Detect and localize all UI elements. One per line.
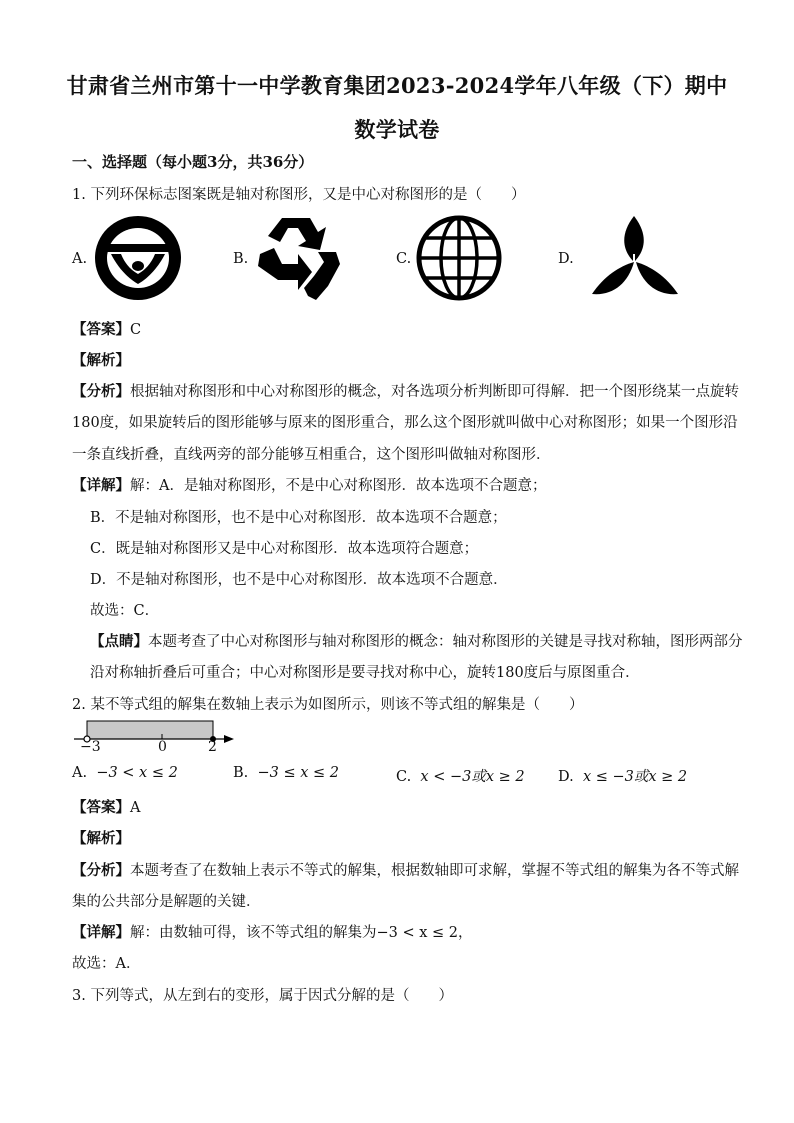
q2-fenxi-1 — [72, 859, 739, 880]
q2-option-c-text: x < −3或x ≥ 2 — [420, 769, 525, 785]
q2-option-a-label: A. — [72, 765, 88, 781]
q2-option-b-label: B. — [233, 765, 249, 781]
paper-title-line1: 甘肃省兰州市第十一中学教育集团2023-2024学年八年级（下）期中 — [66, 73, 728, 98]
q1-fenxi-1 — [72, 380, 739, 401]
q2-option-a — [72, 765, 178, 781]
q1-detail-3: C．既是轴对称图形又是中心对称图形．故本选项符合题意； — [90, 541, 479, 557]
q2-stem: 2. 某不等式组的解集在数轴上表示为如图所示，则该不等式组的解集是（ ） — [72, 697, 584, 713]
answer-tag: 【答案】 — [72, 799, 130, 816]
q2-option-a-text: −3 < x ≤ 2 — [96, 765, 178, 781]
detail-tag: 【详解】 — [72, 477, 130, 494]
answer-tag: 【答案】 — [72, 321, 130, 338]
q1-detail-text-1: 解：A．是轴对称图形，不是中心对称图形．故本选项不合题意； — [130, 478, 547, 494]
q2-answer-value: A — [130, 800, 141, 816]
three-leaf-d-icon — [590, 214, 680, 298]
point-tag: 【点睛】 — [90, 633, 148, 650]
q1-detail-2: B．不是轴对称图形，也不是中心对称图形．故本选项不合题意； — [90, 510, 507, 526]
axis-label-2: 2 — [208, 739, 217, 755]
q2-option-d — [558, 765, 687, 786]
q1-detail-4: D．不是轴对称图形，也不是中心对称图形．故本选项不合题意． — [90, 572, 508, 588]
q1-answer-value: C — [130, 322, 142, 338]
fenxi-tag: 【分析】 — [72, 383, 130, 400]
q2-fenxi-2: 集的公共部分是解题的关键． — [72, 894, 261, 910]
axis-label-neg3: −3 — [80, 739, 101, 755]
axis-label-0: 0 — [158, 739, 167, 755]
globe-grid-c-icon — [415, 214, 503, 302]
q3-stem: 3. 下列等式，从左到右的变形，属于因式分解的是（ ） — [72, 988, 453, 1004]
q1-point-2: 沿对称轴折叠后可重合；中心对称图形是要寻找对称中心，旋转180度后与原图重合． — [90, 665, 640, 681]
q1-option-b-label: B. — [233, 251, 249, 267]
q2-option-b — [233, 765, 339, 781]
q2-detail-text-1: 解：由数轴可得，该不等式组的解集为−3 < x ≤ 2， — [130, 925, 473, 941]
q1-fenxi-2: 180度，如果旋转后的图形能够与原来的图形重合，那么这个图形就叫做中心对称图形；如果一个图形沿 — [72, 415, 738, 431]
detail-tag: 【详解】 — [72, 924, 130, 941]
q2-analysis-tag: 【解析】 — [72, 830, 130, 847]
q2-detail-1 — [72, 921, 473, 942]
q1-answer — [72, 318, 141, 339]
q1-analysis-tag: 【解析】 — [72, 352, 130, 369]
q2-fenxi-text-1: 本题考查了在数轴上表示不等式的解集，根据数轴即可求解，掌握不等式组的解集为各不等式解 — [130, 863, 739, 879]
q2-option-c-label: C. — [396, 769, 412, 785]
q1-detail-1 — [72, 474, 546, 495]
fenxi-tag: 【分析】 — [72, 862, 130, 879]
q2-choose: 故选：A． — [72, 956, 141, 972]
q1-stem: 1. 下列环保标志图案既是轴对称图形，又是中心对称图形的是（ ） — [72, 187, 526, 203]
recycle-logo-a-icon — [93, 214, 183, 302]
q2-option-b-text: −3 ≤ x ≤ 2 — [257, 765, 339, 781]
q1-choose: 故选：C． — [90, 603, 160, 619]
q1-point-text-1: 本题考查了中心对称图形与轴对称图形的概念：轴对称图形的关键是寻找对称轴，图形两部分 — [148, 634, 743, 650]
q1-option-a-label: A. — [72, 251, 88, 267]
q2-answer — [72, 796, 140, 817]
section-heading: 一、选择题（每小题3分，共36分） — [72, 153, 314, 171]
q2-option-c — [396, 765, 525, 786]
q1-option-d-label: D. — [558, 251, 574, 267]
q2-option-d-label: D. — [558, 769, 574, 785]
recycle-arrows-b-icon — [252, 214, 342, 302]
q1-option-c-label: C. — [396, 251, 412, 267]
paper-title-line2: 数学试卷 — [354, 117, 440, 142]
q1-point-1 — [90, 630, 743, 651]
q1-fenxi-3: 一条直线折叠，直线两旁的部分能够互相重合，这个图形叫做轴对称图形． — [72, 447, 551, 463]
q2-option-d-text: x ≤ −3或x ≥ 2 — [582, 769, 688, 785]
q1-fenxi-text-1: 根据轴对称图形和中心对称图形的概念，对各选项分析判断即可得解．把一个图形绕某一点旋转 — [130, 384, 739, 400]
